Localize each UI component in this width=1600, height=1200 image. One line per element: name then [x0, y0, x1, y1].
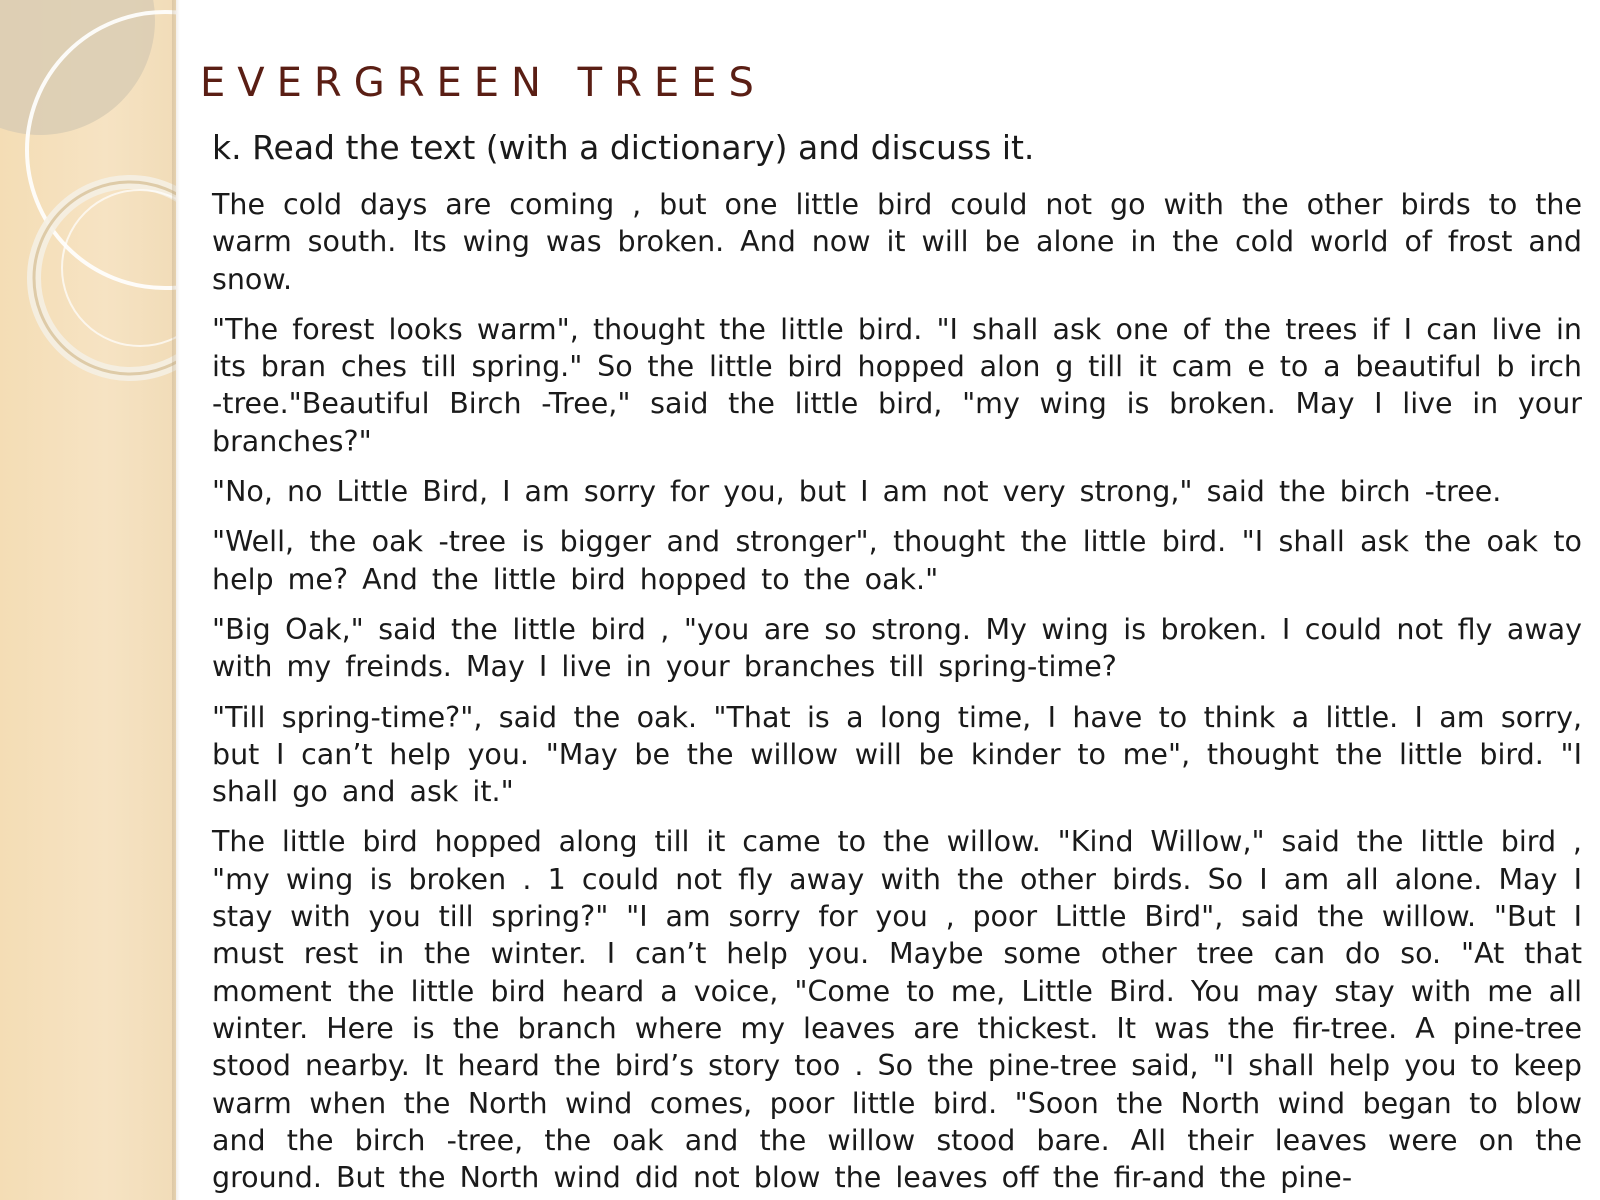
- story-text: [212, 186, 1582, 1200]
- story-paragraph: "The forest looks warm", thought the little bird. "I shall ask one of the trees if I can live in its bran ches till spring." So the little bird hopped alon g till it cam e to a beautiful b irch -tree."Beautiful Birch -Tree," said the little bird, "my wing is broken. May I live in your branches?": [212, 312, 1582, 458]
- decorative-side-band: [0, 0, 176, 1200]
- story-paragraph: "No, no Little Bird, I am sorry for you, but I am not very strong," said the birch -tree.: [212, 475, 1502, 509]
- story-paragraph: "Big Oak," said the little bird , "you are so strong. My wing is broken. I could not fly away with my freinds. May I live in your branches till spring-time?: [212, 612, 1582, 684]
- slide-title: EVERGREEN TREES: [200, 60, 766, 106]
- story-paragraph: The little bird hopped along till it came to the willow. "Kind Willow," said the little bird , "my wing is broken . 1 could not fly away with the other birds. So I am all alone. May I stay with you till spring?" "I am sorry for you , poor Little Bird", said the willow. "But I must rest in the winter. I can’t help you. Maybe some other tree can do so. "At that moment the little bird heard a voice, "Come to me, Little Bird. You may stay with me all winter. Here is the branch where my leaves are thickest. It was the fir-tree. A pine-tree stood nearby. It heard the bird’s story too . So the pine-tree said, "I shall help you to keep warm when the North wind comes, poor little bird. "Soon the North wind began to blow and the birch -tree, the oak and the willow stood bare. All their leaves were on the ground. But the North wind did not blow the leaves off the fir-and the pine-: [212, 825, 1582, 1195]
- slide-content: [200, 0, 1590, 1200]
- decorative-circles: [0, 0, 176, 420]
- story-paragraph: "Well, the oak -tree is bigger and stronger", thought the little bird. "I shall ask the oak to help me? And the little bird hopped to the oak.": [212, 525, 1582, 596]
- task-instruction: k. Read the text (with a dictionary) and discuss it.: [212, 128, 1035, 167]
- story-paragraph: "Till spring-time?", said the oak. "That is a long time, I have to think a little. I am sorry, but I can’t help you. "May be the willow will be kinder to me", thought the little bird. "I shall go and ask it.": [212, 700, 1582, 809]
- story-paragraph: The cold days are coming , but one little bird could not go with the other birds to the warm south. Its wing was broken. And now it will be alone in the cold world of frost and snow.: [212, 188, 1582, 296]
- band-shadow: [172, 0, 180, 1200]
